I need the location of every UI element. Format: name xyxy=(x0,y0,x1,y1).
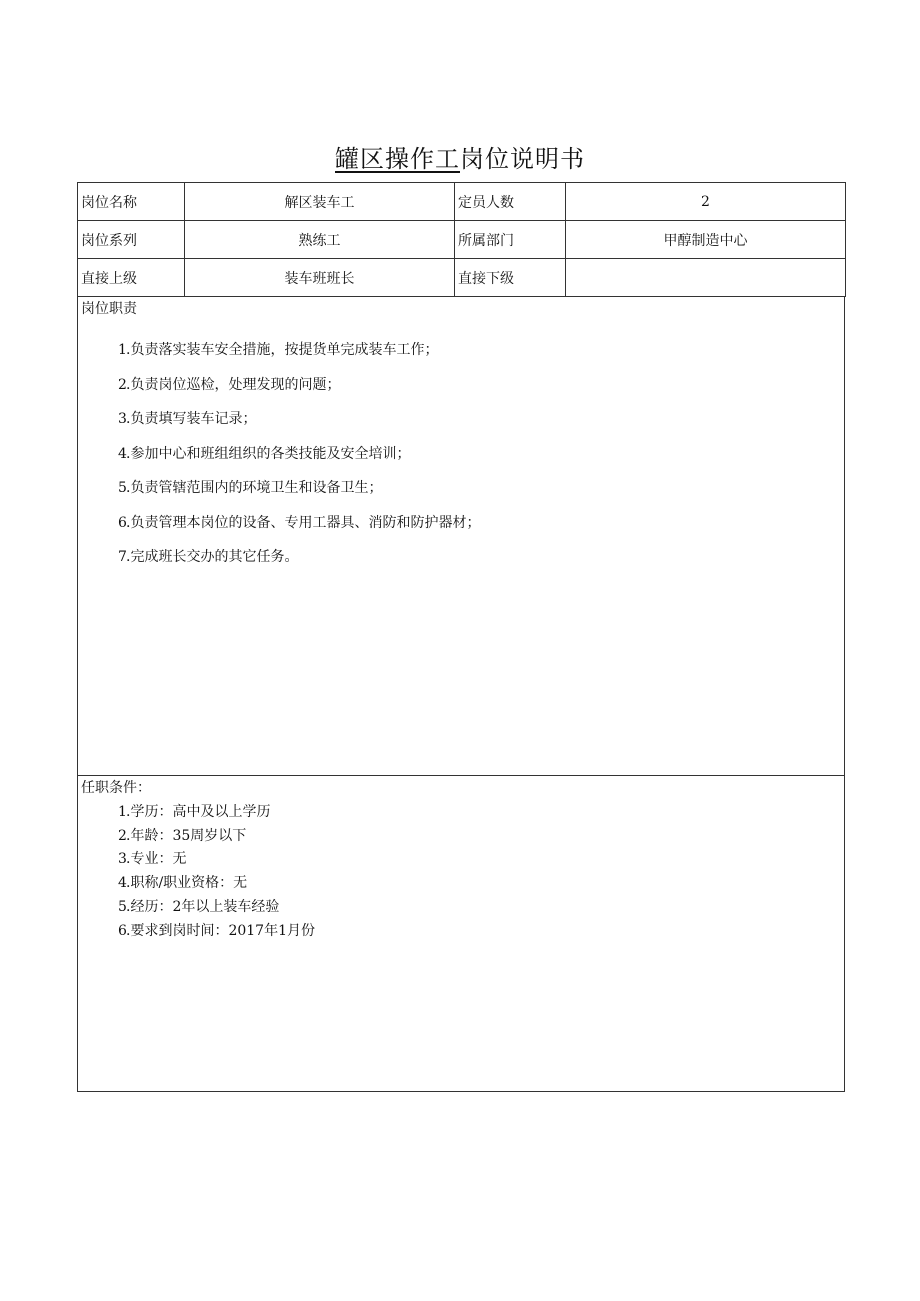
list-item: 6.要求到岗时间：2017年1月份 xyxy=(118,922,315,939)
title-underlined: 罐区操作工 xyxy=(335,145,460,173)
list-item: 1.学历：高中及以上学历 xyxy=(118,804,271,820)
list-item: 5.负责管辖范围内的环境卫生和设备卫生； xyxy=(118,480,383,496)
list-item: 6.负责管理本岗位的设备、专用工器具、消防和防护器材； xyxy=(118,514,481,531)
duties-list xyxy=(78,333,844,575)
table-row xyxy=(78,221,846,259)
duties-heading: 岗位职责 xyxy=(81,301,137,317)
label-department: 所属部门 xyxy=(455,221,566,259)
value-position-series: 熟练工 xyxy=(185,221,455,259)
table-row xyxy=(78,183,846,221)
label-headcount: 定员人数 xyxy=(455,183,566,221)
title-rest: 岗位说明书 xyxy=(460,145,585,173)
value-department: 甲醇制造中心 xyxy=(566,221,846,259)
requirements-heading: 任职条件： xyxy=(81,780,151,796)
label-position-name: 岗位名称 xyxy=(78,183,185,221)
requirements-section xyxy=(77,776,845,1092)
value-direct-subordinate xyxy=(566,259,846,297)
list-item: 5.经历：2年以上装车经验 xyxy=(118,898,280,915)
value-headcount: 2 xyxy=(566,183,846,221)
page-title xyxy=(0,139,920,174)
list-item: 4.参加中心和班组组织的各类技能及安全培训； xyxy=(118,445,411,462)
value-direct-superior: 装车班班长 xyxy=(185,259,455,297)
list-item: 3.专业：无 xyxy=(118,851,187,868)
list-item: 4.职称/职业资格：无 xyxy=(118,875,248,892)
value-position-name: 解区装车工 xyxy=(185,183,455,221)
duties-section xyxy=(77,297,845,776)
list-item: 3.负责填写装车记录； xyxy=(118,411,257,427)
label-position-series: 岗位系列 xyxy=(78,221,185,259)
table-row xyxy=(78,259,846,297)
label-direct-subordinate: 直接下级 xyxy=(455,259,566,297)
list-item: 7.完成班长交办的其它任务。 xyxy=(118,549,299,565)
list-item: 2.负责岗位巡检，处理发现的问题； xyxy=(118,376,341,393)
label-direct-superior: 直接上级 xyxy=(78,259,185,297)
requirements-list xyxy=(78,801,844,943)
list-item: 1.负责落实装车安全措施，按提货单完成装车工作； xyxy=(118,342,439,358)
list-item: 2.年龄：35周岁以下 xyxy=(118,827,247,844)
position-info-table xyxy=(77,182,846,297)
